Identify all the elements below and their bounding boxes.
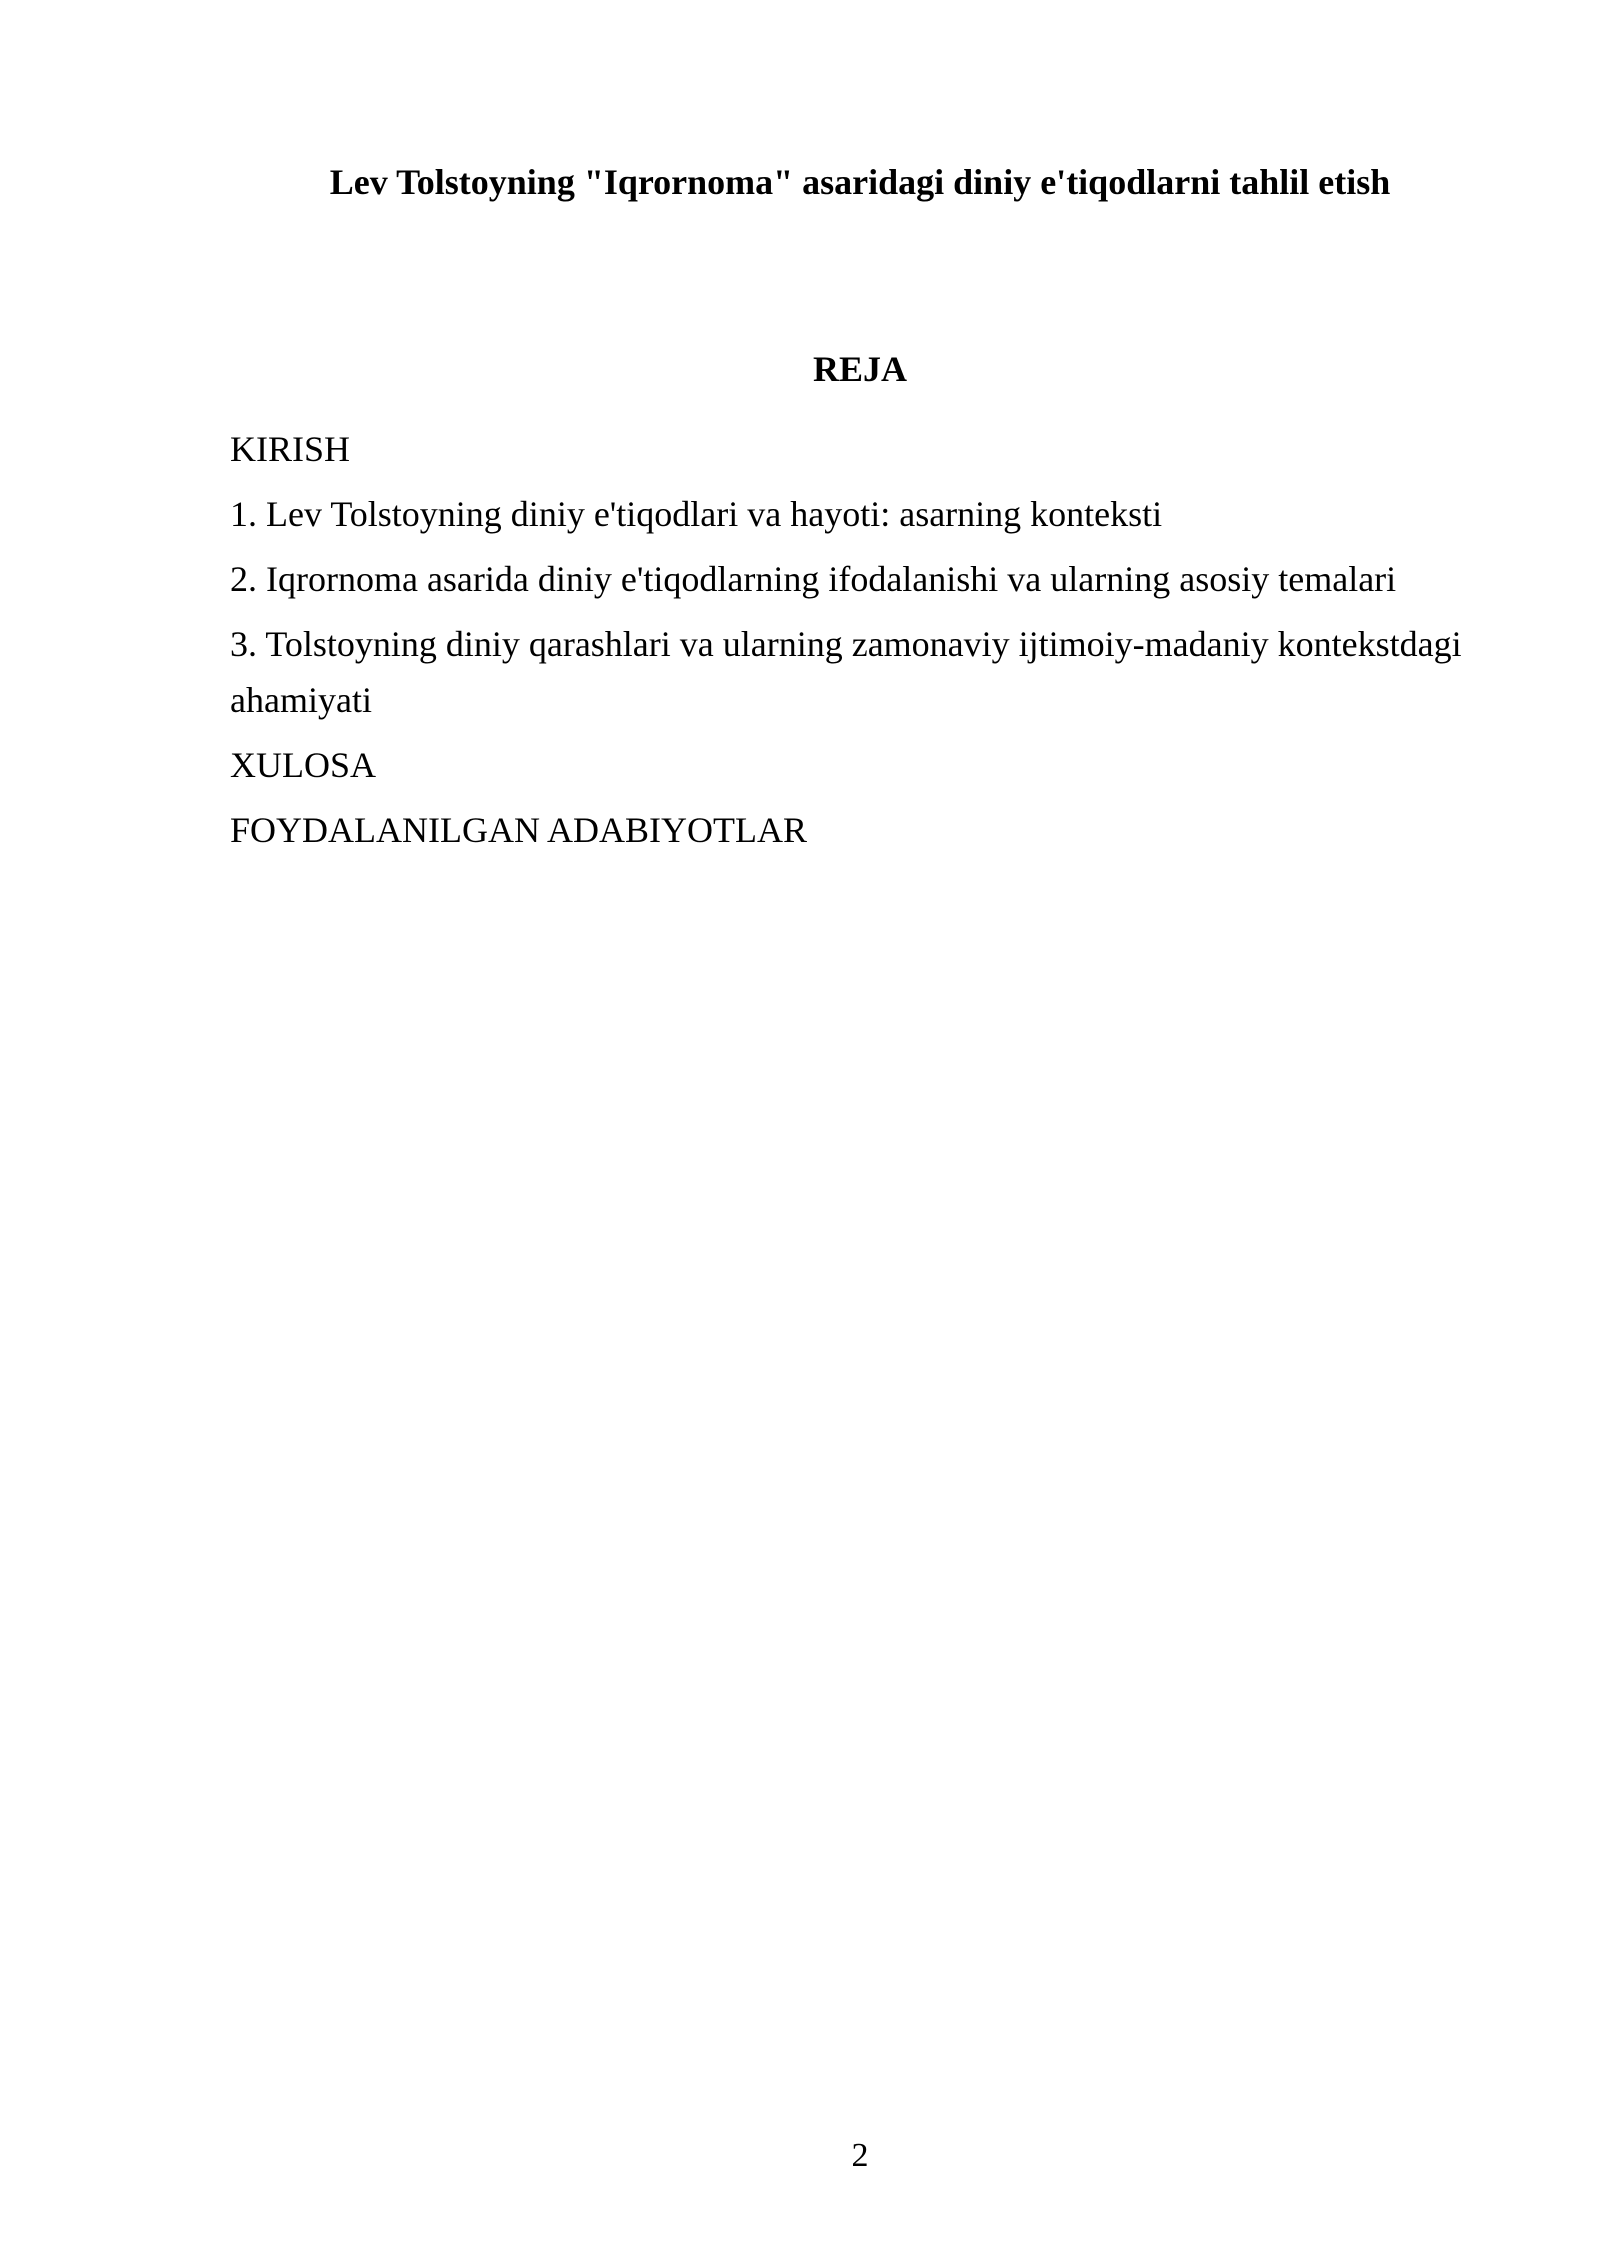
plan-item-introduction: KIRISH <box>230 429 351 469</box>
plan-item-conclusion: XULOSA <box>230 745 377 785</box>
page-number: 2 <box>851 2137 869 2174</box>
plan-list <box>230 421 1490 867</box>
plan-heading: REJA <box>812 349 907 389</box>
plan-item-3: 3. Tolstoyning diniy qarashlari va ularning zamonaviy ijtimoiy-madaniy kontekstdagi ahamiyati <box>230 624 1462 720</box>
plan-item-1: 1. Lev Tolstoyning diniy e'tiqodlari va hayoti: asarning konteksti <box>230 494 1163 534</box>
plan-item-references: FOYDALANILGAN ADABIYOTLAR <box>230 810 807 850</box>
document-title: Lev Tolstoyning "Iqrornoma" asaridagi diniy e'tiqodlarni tahlil etish <box>329 162 1391 202</box>
plan-item-2: 2. Iqrornoma asarida diniy e'tiqodlarning ifodalanishi va ularning asosiy temalari <box>230 559 1397 599</box>
